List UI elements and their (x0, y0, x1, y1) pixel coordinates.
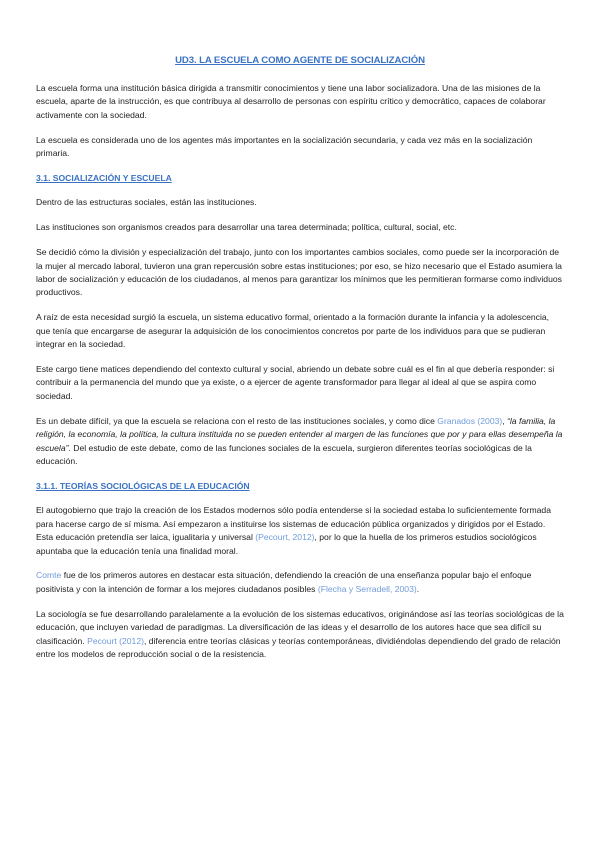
citation-flecha-serradell: (Flecha y Serradell, 2003) (317, 583, 417, 594)
paragraph-intro: La escuela forma una institución básica dirigida a transmitir conocimientos y tiene una labor socializadora. Una de las misiones de la escuela, aparte de la instrucción, es que contribuya al desarrollo de personas con espíritu crítico y democrático, capaces de colaborar activamente con la sociedad. (36, 82, 546, 120)
text: La sociología se fue desarrollando paralelamente a la evolución de los sistemas educativos, originándose así las teorías sociológicas de la educación, que incluyen variedad de paradigmas. La diversificación de las ideas y el desarrollo de los autores hace que sea difícil su clasificación. (36, 608, 564, 646)
text: . (416, 583, 420, 594)
citation-pecourt: (Pecourt, 2012) (255, 532, 315, 543)
text: fue de los primeros autores en destacar esta situación, defendiendo la creación de una enseñanza popular bajo el enfoque positivista y con la intención de formar a los mejores ciudadanos posibles (36, 570, 532, 594)
text: , diferencia entre teorías clásicas y teorías contemporáneas, dividiéndolas dependiendo del grado de relación entre los modelos de reproducción social o de la resistencia. (36, 635, 561, 659)
paragraph-debate: Este cargo tiene matices dependiendo del contexto cultural y social, abriendo un debate sobre cuál es el fin al que debería responder: si contribuir a la permanencia del mundo que ya existe, o a ejercer de agente transformador para llegar al ideal al que se aspira como sociedad. (36, 364, 555, 401)
paragraph-secondary-socialization: La escuela es considerada uno de los agentes más importantes en la socialización secundaria, y cada vez más en la socialización primaria. (36, 134, 533, 159)
citation-pecourt-2: Pecourt (2012) (87, 635, 144, 646)
text: El autogobierno que trajo la creación de los Estados modernos sólo podía entenderse si la sociedad estaba lo suficientemente formada para hacerse cargo de sí misma. Así empezaron a instituirse los sistemas de educación pública organizados y dirigidos por el Estado. Esta educación pretendía ser laica, igualitaria y universal (36, 505, 551, 543)
text: Es un debate difícil, ya que la escuela se relaciona con el resto de las instituciones sociales, y como dice (36, 415, 438, 426)
paragraph-division-of-labor: Se decidió cómo la división y especialización del trabajo, junto con los importantes cambios sociales, como puede ser la incorporación de la mujer al mercado laboral, tuvieron una gran repercusión sobre estas instituciones; por eso, se hizo necesario que el Estado asumiera la labor de socialización y educación de los ciudadanos, al menos para garantizar los mínimos que les permitieran formarse como individuos productivos. (36, 247, 562, 298)
quote: “la familia, la religión, la economía, la política, la cultura instituida no se pueden entender al margen de las funciones que por y para ellas desempeña la escuela” (36, 415, 563, 453)
citation-granados: Granados (2003) (437, 415, 503, 426)
paragraph-school-origin: A raíz de esta necesidad surgió la escuela, un sistema educativo formal, orientado a la formación durante la infancia y la adolescencia, que tenía que encargarse de asegurar la adquisición de los conocimientos concretos por parte de los individuos para que se pudieran integrar en la sociedad. (36, 312, 550, 350)
section-heading-3-1-1: 3.1.1. TEORÍAS SOCIOLÓGICAS DE LA EDUCACIÓN (36, 480, 250, 491)
text: . Del estudio de este debate, como de las funciones sociales de la escuela, surgieron diferentes teorías sociológicas de la educación. (36, 442, 532, 466)
paragraph-institutions: Las instituciones son organismos creados para desarrollar una tarea determinada; política, cultural, social, etc. (36, 222, 457, 233)
paragraph-autogobierno (36, 504, 564, 558)
page-title: UD3. LA ESCUELA COMO AGENTE DE SOCIALIZACIÓN (175, 55, 425, 66)
paragraph-structures: Dentro de las estructuras sociales, están las instituciones. (36, 197, 257, 208)
text: , (502, 415, 508, 426)
paragraph-comte (36, 569, 564, 596)
paragraph-sociology (36, 608, 564, 662)
paragraph-granados (36, 415, 564, 469)
section-heading-3-1: 3.1. SOCIALIZACIÓN Y ESCUELA (36, 172, 172, 183)
text: , por lo que la huella de los primeros estudios sociológicos apuntaba que la educación tenía una finalidad moral. (36, 532, 537, 556)
citation-comte: Comte (36, 570, 62, 581)
